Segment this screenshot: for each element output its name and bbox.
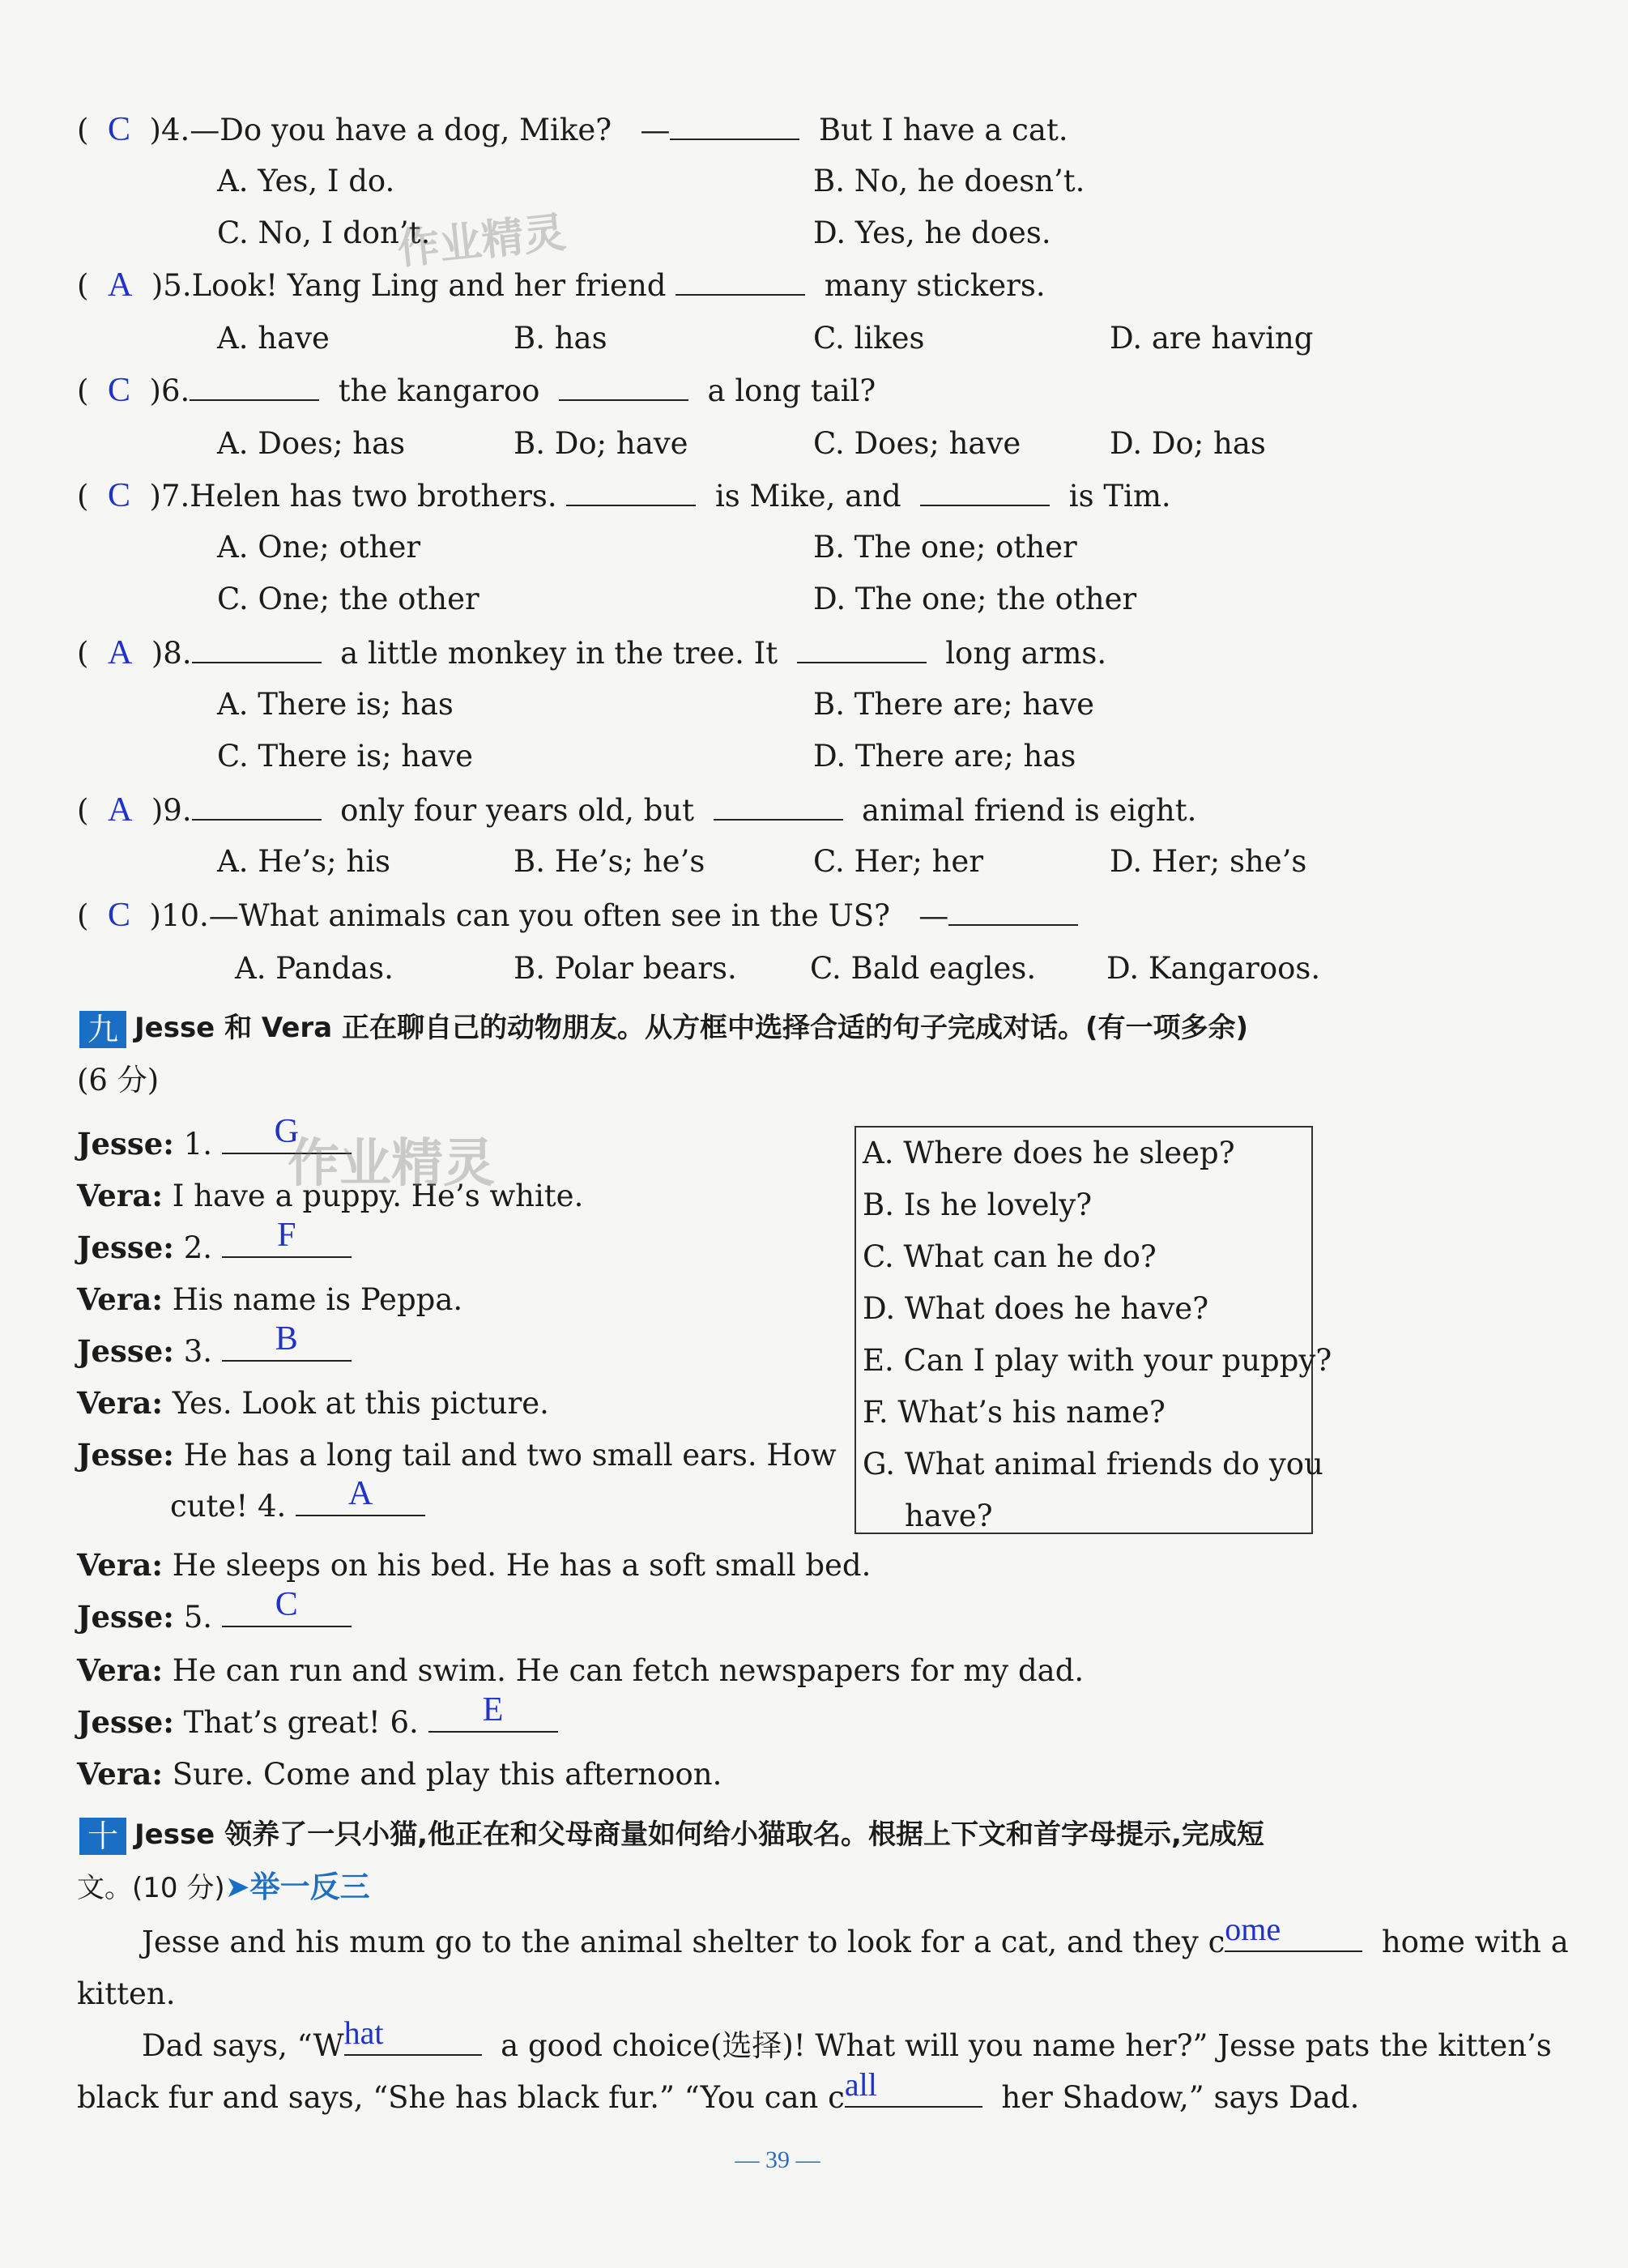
option-d: D. Kangaroos.: [1106, 951, 1321, 986]
option-d: D. The one; the other: [813, 582, 1137, 616]
blank: [714, 791, 843, 821]
option-c: C. No, I don’t.: [217, 215, 431, 250]
dialog-line: Jesse: 5. C: [77, 1597, 352, 1637]
section-badge: 九: [79, 1011, 126, 1048]
section-title-cont: 文。(10 分)➤举一反三: [77, 1869, 370, 1904]
practice-tag: ➤举一反三: [224, 1869, 370, 1904]
question-8: ( A )8. a little monkey in the tree. It long arms.: [77, 634, 1107, 671]
blank: [797, 634, 927, 663]
option-c: C. likes: [813, 321, 925, 356]
option-c: C. One; the other: [217, 582, 479, 616]
option-b: B. No, he doesn’t.: [813, 164, 1085, 198]
blank: [920, 477, 1050, 506]
option-c: C. Bald eagles.: [810, 951, 1037, 986]
blank: [428, 1691, 558, 1733]
question-9: ( A )9. only four years old, but animal friend is eight.: [77, 791, 1197, 829]
question-7: ( C )7.Helen has two brothers. is Mike, and is Tim.: [77, 477, 1171, 514]
passage-answer-3: all: [844, 2066, 877, 2103]
dialog-answer-1: G: [274, 1113, 299, 1150]
section-title: Jesse 领养了一只小猫,他正在和父母商量如何给小猫取名。根据上下文和首字母提示,完成短: [134, 1818, 1264, 1851]
dialog-answer-2: F: [277, 1217, 296, 1254]
question-5: ( A )5.Look! Yang Ling and her friend many stickers.: [77, 266, 1046, 304]
option-a: A. There is; has: [217, 687, 454, 722]
option-a: A. Does; has: [217, 426, 406, 461]
question-6: ( C )6. the kangaroo a long tail?: [77, 372, 876, 409]
watermark: 作业精灵: [395, 208, 569, 275]
option-b: B. He’s; he’s: [514, 844, 705, 879]
blank: [670, 111, 799, 140]
answer-7: C: [107, 477, 130, 514]
blank: [192, 634, 322, 663]
dialog-line: Vera: Yes. Look at this picture.: [77, 1385, 549, 1421]
dialog-line: Vera: His name is Peppa.: [77, 1281, 463, 1317]
dialog-line: Jesse: 2. F: [77, 1228, 352, 1268]
section-9-header: [79, 1008, 1248, 1048]
passage-line: kitten.: [77, 1976, 176, 2011]
dialog-line: Jesse: That’s great! 6. E: [77, 1703, 558, 1742]
option-c: C. Does; have: [813, 426, 1021, 461]
dialog-answer-3: B: [275, 1320, 298, 1358]
blank: [566, 477, 696, 506]
answer-5: A: [107, 266, 133, 304]
option-a: A. Pandas.: [235, 951, 394, 986]
blank: [844, 2066, 982, 2108]
answer-6: C: [107, 372, 130, 409]
box-option: A. Where does he sleep?: [863, 1136, 1235, 1170]
blank: [296, 1475, 425, 1516]
passage-line: Dad says, “W hat a good choice(选择)! What will you name her?” Jesse pats the kitten’s: [142, 2014, 1552, 2063]
option-d: D. are having: [1110, 321, 1314, 356]
option-b: B. Do; have: [514, 426, 688, 461]
section-badge: 十: [79, 1818, 126, 1855]
box-option: have?: [905, 1498, 993, 1533]
box-option: F. What’s his name?: [863, 1395, 1166, 1430]
box-option: G. What animal friends do you: [863, 1447, 1323, 1481]
option-c: C. There is; have: [217, 739, 473, 774]
box-option: E. Can I play with your puppy?: [863, 1343, 1332, 1378]
passage-answer-2: hat: [343, 2014, 384, 2051]
option-b: B. Polar bears.: [514, 951, 737, 986]
option-d: D. There are; has: [813, 739, 1076, 774]
answer-8: A: [107, 634, 133, 671]
question-10: ( C )10.—What animals can you often see in the US? —: [77, 896, 1078, 936]
dialog-line: cute! 4. A: [170, 1487, 425, 1526]
dialog-line: Jesse: 1. G: [77, 1124, 352, 1164]
dialog-line: Jesse: He has a long tail and two small ears. How: [77, 1437, 837, 1473]
watermark: 作业精灵: [288, 1134, 495, 1194]
dialog-line: Vera: He sleeps on his bed. He has a soft small bed.: [77, 1547, 872, 1583]
dialog-line: Vera: He can run and swim. He can fetch newspapers for my dad.: [77, 1652, 1085, 1688]
section-10-header: [79, 1814, 1264, 1855]
blank: [1225, 1911, 1362, 1952]
blank: [222, 1320, 352, 1362]
box-option: C. What can he do?: [863, 1239, 1157, 1274]
option-b: B. There are; have: [813, 687, 1095, 722]
option-d: D. Yes, he does.: [813, 215, 1051, 250]
box-option: B. Is he lovely?: [863, 1187, 1093, 1222]
option-b: B. has: [514, 321, 607, 356]
page-number: — 39 —: [735, 2146, 820, 2173]
passage-answer-1: ome: [1225, 1911, 1281, 1947]
blank: [343, 2014, 482, 2056]
blank: [675, 266, 805, 296]
option-a: A. Yes, I do.: [217, 164, 395, 198]
blank: [190, 372, 319, 401]
dialog-line: Vera: Sure. Come and play this afternoon.: [77, 1756, 722, 1792]
answer-10: C: [107, 897, 130, 934]
blank: [559, 372, 688, 401]
blank: [192, 791, 322, 821]
blank: [948, 897, 1078, 926]
blank: [222, 1586, 352, 1627]
options-box: [854, 1126, 1332, 1534]
dialog-answer-5: C: [275, 1586, 298, 1623]
dialog-answer-6: E: [482, 1691, 504, 1729]
blank: [222, 1217, 352, 1258]
option-d: D. Her; she’s: [1110, 844, 1307, 879]
option-a: A. He’s; his: [217, 844, 391, 879]
option-a: A. have: [217, 321, 330, 356]
section-title: Jesse 和 Vera 正在聊自己的动物朋友。从方框中选择合适的句子完成对话。(有一项多余): [134, 1012, 1249, 1044]
dialog-line: Vera: I have a puppy. He’s white.: [77, 1178, 584, 1213]
passage-line: black fur and says, “She has black fur.” “You can c all her Shadow,” says Dad.: [77, 2066, 1360, 2115]
passage-line: Jesse and his mum go to the animal shelter to look for a cat, and they c ome home with a: [142, 1911, 1569, 1959]
answer-9: A: [107, 791, 133, 829]
dialog-line: Jesse: 3. B: [77, 1332, 352, 1371]
answer-4: C: [107, 111, 130, 148]
option-c: C. Her; her: [813, 844, 984, 879]
option-a: A. One; other: [217, 530, 421, 565]
option-d: D. Do; has: [1110, 426, 1266, 461]
dialog-answer-4: A: [347, 1475, 373, 1512]
section-score: (6 分): [77, 1063, 160, 1098]
box-option: D. What does he have?: [863, 1291, 1209, 1326]
option-b: B. The one; other: [813, 530, 1077, 565]
question-4: ( C )4.—Do you have a dog, Mike? — But I have a cat.: [77, 111, 1068, 148]
